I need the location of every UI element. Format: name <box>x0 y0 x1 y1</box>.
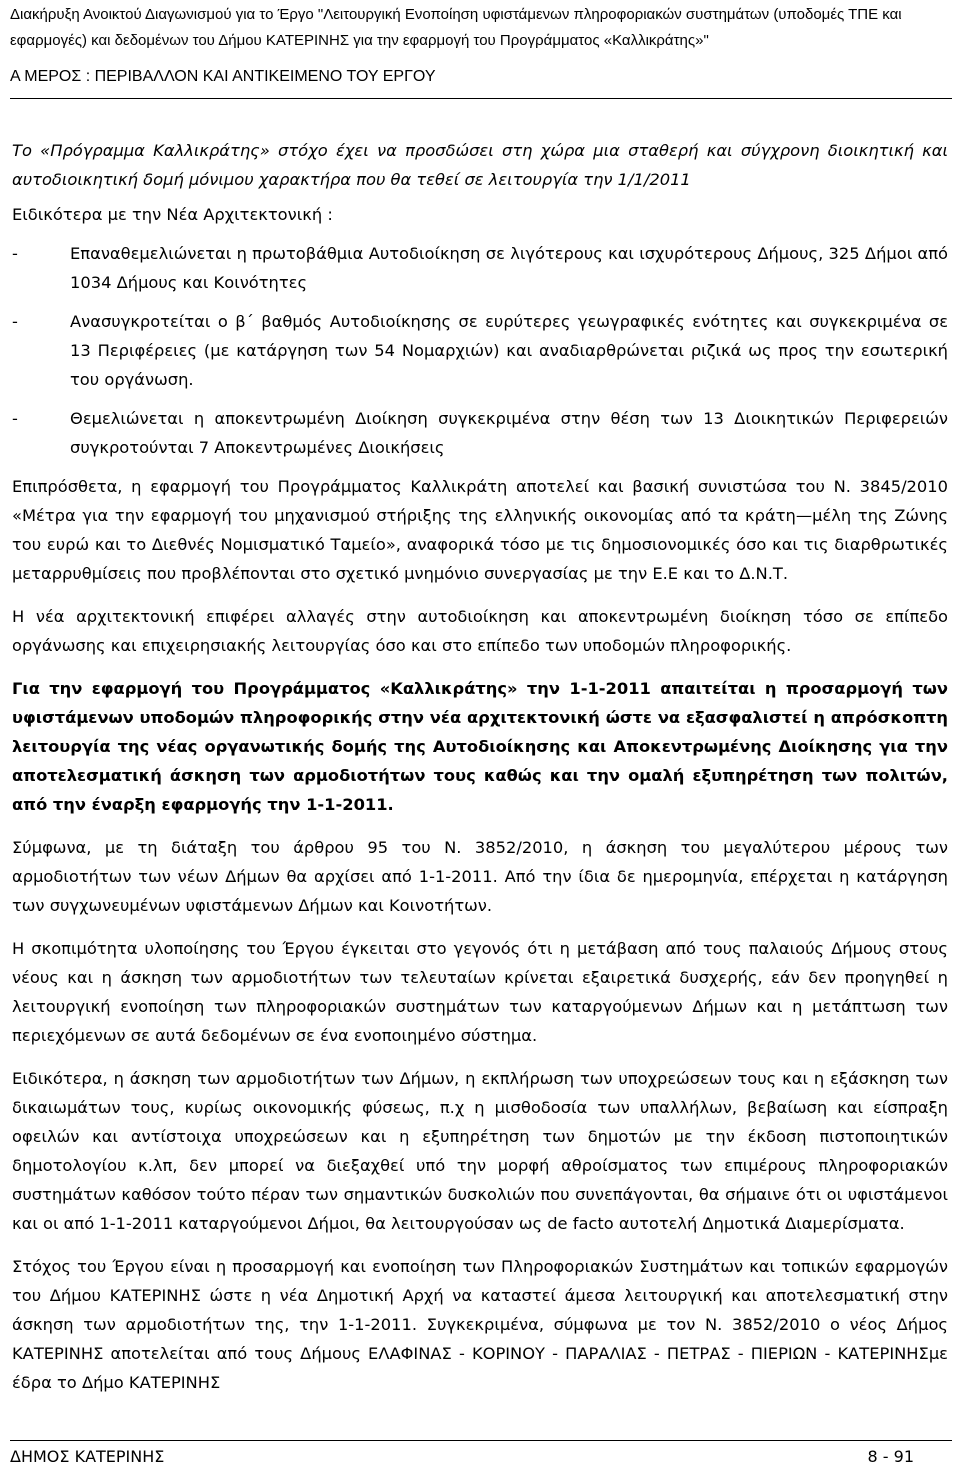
paragraph-article-95: Σύμφωνα, με τη διάταξη του άρθρου 95 του Ν. 3852/2010, η άσκηση του μεγαλύτερου μέρους των αρμοδιοτήτων των νέων Δήμων θα αρχίσει από 1-1-2011. Από την ίδια δε ημερομηνία, επέρχεται η κατάργηση των συγχωνευμένων υφιστάμενων Δήμων και Κοινοτήτων. <box>12 838 948 915</box>
list-item-text: Θεμελιώνεται η αποκεντρωμένη Διοίκηση συγκεκριμένα στην θέση των 13 Διοικητικών Περιφερειών συγκροτούνται 7 Αποκεντρωμένες Διοικήσεις <box>70 409 948 457</box>
list-dash: - <box>12 409 18 428</box>
list-item-text: Ανασυγκροτείται ο β΄ βαθμός Αυτοδιοίκησης σε ευρύτερες γεωγραφικές ενότητες και συγκεκριμένα σε 13 Περιφέρειες (με κατάργηση των 54 Νομαρχιών) και αναδιαρθρώνεται ριζικά ως προς την εσωτερική του οργάνωση. <box>70 312 948 389</box>
document-body <box>12 136 948 1397</box>
paragraph-requirement-bold: Για την εφαρμογή του Προγράμματος «Καλλικράτης» την 1-1-2011 απαιτείται η προσαρμογή των υφιστάμενων υποδομών πληροφορικής στην νέα αρχιτεκτονική ώστε να εξασφαλιστεί η απρόσκοπτη λειτουργία της νέας οργανωτικής δομής της Αυτοδιοίκησης και Αποκεντρωμένης Διοίκησης για την αποτελεσματική άσκηση των αρμοδιοτήτων τους καθώς και την ομαλή εξυπηρέτηση των πολιτών, από την έναρξη εφαρμογής την 1-1-2011. <box>12 679 948 814</box>
header-title-line-1: Διακήρυξη Ανοικτού Διαγωνισμού για το Έργο "Λειτουργική Ενοποίηση υφιστάμενων πληροφοριακών συστημάτων (υποδομές ΤΠΕ και <box>10 6 902 23</box>
paragraph-specifically: Ειδικότερα, η άσκηση των αρμοδιοτήτων των Δήμων, η εκπλήρωση των υποχρεώσεων τους και η εξάσκηση των δικαιωμάτων τους, κυρίως οικονομικής φύσεως, π.χ η μισθοδοσία των υπαλλήλων, βεβαίωση και είσπραξη οφειλών και αντίστοιχα υποχρεώσεων και η εξυπηρέτηση των δημοτών με την έκδοση πιστοποιητικών δημοτολογίου κ.λπ, δεν μπορεί να διεξαχθεί υπό την μορφή αθροίσματος των επιμέρους πληροφοριακών συστημάτων καθόσον τούτο πέραν των σημαντικών δυσκολιών που συνεπάγονται, θα σήμαινε ότι οι υφιστάμενοι και οι από 1-1-2011 καταργούμενοι Δήμοι, θα λειτουργούσαν ως de facto αυτοτελή Δημοτικά Διαμερίσματα. <box>12 1069 948 1233</box>
header-divider <box>10 98 952 99</box>
footer-divider <box>10 1440 952 1441</box>
list-dash: - <box>12 312 18 331</box>
header-part-title: Α ΜΕΡΟΣ : ΠΕΡΙΒΑΛΛΟΝ ΚΑΙ ΑΝΤΙΚΕΙΜΕΝΟ ΤΟΥ ΕΡΓΟΥ <box>10 68 436 85</box>
footer-municipality: ΔΗΜΟΣ ΚΑΤΕΡΙΝΗΣ <box>10 1447 165 1466</box>
list-item <box>12 307 948 394</box>
specifically-heading: Ειδικότερα με την Νέα Αρχιτεκτονική : <box>12 205 333 224</box>
list-item-text: Επαναθεμελιώνεται η πρωτοβάθμια Αυτοδιοίκηση σε λιγότερους και ισχυρότερους Δήμους, 325 Δήμοι από 1034 Δήμους και Κοινότητες <box>70 244 948 292</box>
page-number: 8 - 91 <box>867 1447 914 1466</box>
list-item <box>12 239 948 297</box>
paragraph-purpose: Η σκοπιμότητα υλοποίησης του Έργου έγκειται στο γεγονός ότι η μετάβαση από τους παλαιούς Δήμους στους νέους και η άσκηση των αρμοδιοτήτων των τελευταίων κρίνεται εξαιρετικά δυσχερής, εάν δεν προηγηθεί η λειτουργική ενοποίηση των πληροφοριακών συστημάτων των καταργούμενων Δήμων και η μετάπτωση των περιεχόμενων σε αυτά δεδομένων σε ένα ενοποιημένο σύστημα. <box>12 939 948 1045</box>
paragraph-additionally: Επιπρόσθετα, η εφαρμογή του Προγράμματος Καλλικράτη αποτελεί και βασική συνιστώσα του Ν. 3845/2010 «Μέτρα για την εφαρμογή του μηχανισμού στήριξης της ελληνικής οικονομίας από τα κράτη—μέλη της Ζώνης του ευρώ και το Διεθνές Νομισματικό Ταμείο», αναφορικά τόσο με τις δημοσιονομικές όσο και τις διαρθρωτικές μεταρρυθμίσεις που προβλέπονται στο σχετικό μνημόνιο συνεργασίας με την Ε.Ε και το Δ.Ν.Τ. <box>12 477 948 583</box>
intro-paragraph: Το «Πρόγραμμα Καλλικράτης» στόχο έχει να προσδώσει στη χώρα μια σταθερή και σύγχρονη διοικητική και αυτοδιοικητική δομή μόνιμου χαρακτήρα που θα τεθεί σε λειτουργία την 1/1/2011 <box>12 141 948 189</box>
list-dash: - <box>12 244 18 263</box>
paragraph-architecture: Η νέα αρχιτεκτονική επιφέρει αλλαγές στην αυτοδιοίκηση και αποκεντρωμένη διοίκηση τόσο σε επίπεδο οργάνωσης και επιχειρησιακής λειτουργίας όσο και στο επίπεδο των υποδομών πληροφορικής. <box>12 607 948 655</box>
paragraph-goal: Στόχος του Έργου είναι η προσαρμογή και ενοποίηση των Πληροφοριακών Συστημάτων και τοπικών εφαρμογών του Δήμου ΚΑΤΕΡΙΝΗΣ ώστε η νέα Δημοτική Αρχή να καταστεί άμεσα λειτουργική και αποτελεσματική στην άσκηση των αρμοδιοτήτων της, την 1-1-2011. Συγκεκριμένα, σύμφωνα με τον Ν. 3852/2010 ο νέος Δήμος ΚΑΤΕΡΙΝΗΣ αποτελείται από τους Δήμους ΕΛΑΦΙΝΑΣ - ΚΟΡΙΝΟΥ - ΠΑΡΑΛΙΑΣ - ΠΕΤΡΑΣ - ΠΙΕΡΙΩΝ - ΚΑΤΕΡΙΝΗΣμε έδρα το Δήμο ΚΑΤΕΡΙΝΗΣ <box>12 1257 948 1392</box>
header-title-line-2: εφαρμογές) και δεδομένων του Δήμου ΚΑΤΕΡΙΝΗΣ για την εφαρμογή του Προγράμματος «Καλλικράτης»" <box>10 32 709 49</box>
page-header <box>10 2 952 90</box>
page-footer <box>10 1446 914 1468</box>
list-item <box>12 404 948 462</box>
